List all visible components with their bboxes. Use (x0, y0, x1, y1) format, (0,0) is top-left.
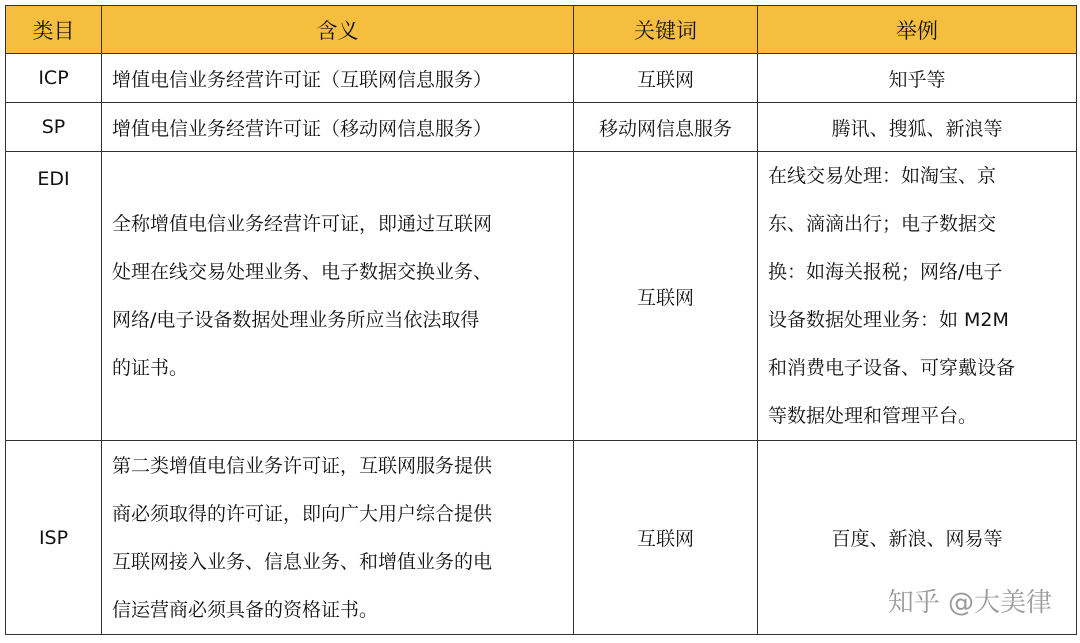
keyword-cell: 互联网 (574, 152, 758, 441)
meaning-cell (102, 441, 574, 635)
meaning-line: 第二类增值电信业务许可证，互联网服务提供 (112, 454, 493, 477)
example-line: 换：如海关报税；网络/电子 (768, 261, 1003, 283)
keyword-cell: 移动网信息服务 (574, 103, 758, 152)
meaning-line: 商必须取得的许可证，即向广大用户综合提供 (112, 502, 493, 525)
meaning-line: 处理在线交易处理业务、电子数据交换业务、 (112, 261, 493, 283)
meaning-line: 互联网接入业务、信息业务、和增值业务的电 (112, 550, 493, 573)
category-cell: EDI (6, 152, 102, 441)
table-row-edi (6, 152, 1077, 441)
example-line: 等数据处理和管理平台。 (768, 405, 978, 427)
example-line: 和消费电子设备、可穿戴设备 (768, 357, 1016, 379)
keyword-cell: 互联网 (574, 441, 758, 635)
table-row-icp (6, 54, 1077, 103)
header-meaning: 含义 (102, 6, 574, 54)
example-line: 设备数据处理业务：如 M2M (768, 309, 1009, 331)
category-cell: ISP (6, 441, 102, 635)
example-line: 在线交易处理：如淘宝、京 (768, 165, 997, 187)
example-line: 东、滴滴出行；电子数据交 (768, 213, 997, 235)
header-keyword: 关键词 (574, 6, 758, 54)
meaning-cell: 增值电信业务经营许可证（互联网信息服务） (102, 54, 574, 103)
meaning-line: 信运营商必须具备的资格证书。 (112, 598, 379, 621)
example-cell (758, 152, 1077, 441)
meaning-cell (102, 152, 574, 441)
watermark: 知乎 @大美律 (887, 588, 1052, 618)
meaning-cell: 增值电信业务经营许可证（移动网信息服务） (102, 103, 574, 152)
meaning-line: 的证书。 (112, 357, 189, 379)
example-cell: 知乎等 (758, 54, 1077, 103)
header-example: 举例 (758, 6, 1077, 54)
table-row-sp (6, 103, 1077, 152)
meaning-line: 网络/电子设备数据处理业务所应当依法取得 (112, 309, 480, 331)
example-cell: 百度、新浪、网易等 (758, 441, 1077, 635)
table-header-row (6, 6, 1077, 54)
example-cell: 腾讯、搜狐、新浪等 (758, 103, 1077, 152)
category-cell: ICP (6, 54, 102, 103)
license-table (5, 5, 1077, 635)
header-category: 类目 (6, 6, 102, 54)
keyword-cell: 互联网 (574, 54, 758, 103)
meaning-line: 全称增值电信业务经营许可证，即通过互联网 (112, 213, 493, 235)
category-cell: SP (6, 103, 102, 152)
